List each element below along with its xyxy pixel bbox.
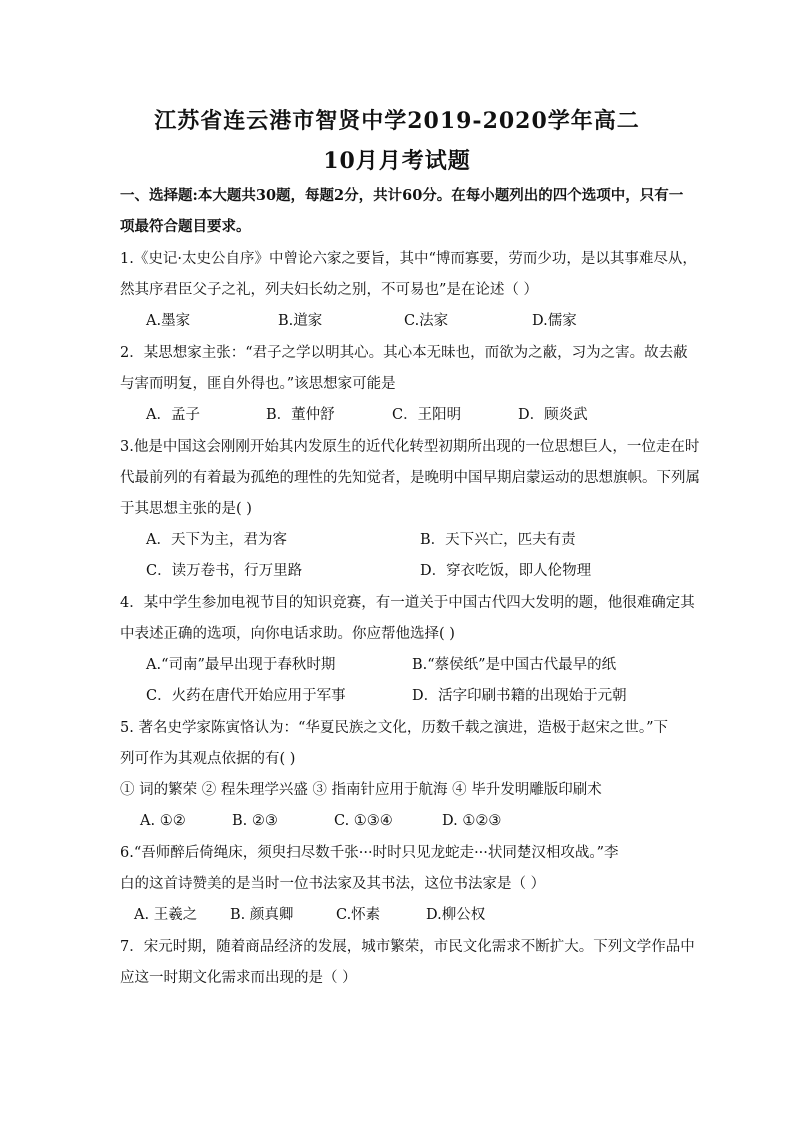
question-5-items: ① 词的繁荣 ② 程朱理学兴盛 ③ 指南针应用于航海 ④ 毕升发明雕版印刷术 [120, 782, 602, 798]
question-6-option-a: A. 王羲之 [134, 907, 198, 923]
question-1-line1: 1.《史记·太史公自序》中曾论六家之要旨，其中“博而寡要，劳而少功，是以其事难尽从， [120, 251, 697, 267]
question-4-option-a: A.“司南”最早出现于春秋时期 [146, 657, 336, 673]
question-5-option-d: D. ①②③ [442, 813, 502, 829]
question-5-line1: 5. 著名史学家陈寅恪认为：“华夏民族之文化，历数千载之演进，造极于赵宋之世。”下 [120, 720, 669, 736]
question-2-line1: 2．某思想家主张：“君子之学以明其心。其心本无昧也，而欲为之蔽，习为之害。故去蔽 [120, 345, 688, 361]
question-6-option-b: B. 颜真卿 [230, 907, 294, 923]
question-6-option-d: D.柳公权 [426, 907, 486, 923]
question-5-line2: 列可作为其观点依据的有( ) [120, 751, 296, 767]
question-2-options [0, 405, 794, 425]
question-4-line1: 4．某中学生参加电视节目的知识竞赛，有一道关于中国古代四大发明的题，他很难确定其 [120, 595, 695, 611]
question-7-line1: 7．宋元时期，随着商品经济的发展，城市繁荣，市民文化需求不断扩大。下列文学作品中 [120, 939, 695, 955]
question-1-line2: 然其序君臣父子之礼，列夫妇长幼之别，不可易也”是在论述（ ） [120, 282, 539, 298]
question-5-option-b: B. ②③ [232, 813, 278, 829]
question-2-option-b: B．董仲舒 [266, 407, 335, 423]
question-4-option-c: C．火药在唐代开始应用于军事 [146, 688, 346, 704]
question-5-option-c: C. ①③④ [334, 813, 393, 829]
question-4-option-b: B.“蔡侯纸”是中国古代最早的纸 [412, 657, 617, 673]
question-3-options-row2 [0, 561, 794, 581]
question-3-option-d: D．穿衣吃饭，即人伦物理 [420, 563, 592, 579]
section-instructions-line1: 一、选择题:本大题共30题，每题2分，共计60分。在每小题列出的四个选项中，只有一 [120, 187, 684, 204]
question-3-line1: 3.他是中国这会刚刚开始其内发原生的近代化转型初期所出现的一位思想巨人，一位走在时 [120, 439, 700, 455]
question-2-option-d: D．顾炎武 [518, 407, 588, 423]
question-6-option-c: C.怀素 [336, 907, 381, 923]
question-3-option-a: A．天下为主，君为客 [146, 532, 287, 548]
question-4-line2: 中表述正确的选项，向你电话求助。你应帮他选择( ) [120, 626, 455, 642]
question-6-options [0, 905, 794, 925]
question-3-option-b: B．天下兴亡，匹夫有责 [420, 532, 576, 548]
question-2-option-c: C．王阳明 [392, 407, 462, 423]
question-5-option-a: A. ①② [140, 813, 186, 829]
question-6-line1: 6.“吾师醉后倚绳床，须臾扫尽数千张···时时只见龙蛇走···状同楚汉相攻战。”李 [120, 845, 619, 861]
question-3-option-c: C．读万卷书，行万里路 [146, 563, 303, 579]
question-1-option-b: B.道家 [278, 313, 323, 329]
question-7-line2: 应这一时期文化需求而出现的是（ ） [120, 970, 357, 986]
question-4-option-d: D．活字印刷书籍的出现始于元朝 [412, 688, 627, 704]
question-3-line2: 代最前列的有着最为孤绝的理性的先知觉者，是晚明中国早期启蒙运动的思想旗帜。下列属 [120, 470, 700, 486]
exam-title: 江苏省连云港市智贤中学2019-2020学年高二 [154, 108, 640, 134]
question-3-options-row1 [0, 530, 794, 550]
question-3-line3: 于其思想主张的是( ) [120, 501, 252, 517]
question-2-line2: 与害而明复，匪自外得也。”该思想家可能是 [120, 376, 396, 392]
question-1-option-c: C.法家 [404, 313, 449, 329]
question-1-option-a: A.墨家 [146, 313, 191, 329]
question-2-option-a: A．孟子 [146, 407, 200, 423]
question-1-options [0, 311, 794, 331]
question-4-options-row1 [0, 655, 794, 675]
question-6-line2: 白的这首诗赞美的是当时一位书法家及其书法，这位书法家是（ ） [120, 876, 546, 892]
section-instructions-line2: 项最符合题目要求。 [120, 218, 251, 235]
question-5-options [0, 811, 794, 831]
question-4-options-row2 [0, 686, 794, 706]
exam-subtitle: 10月月考试题 [323, 148, 471, 174]
question-1-option-d: D.儒家 [532, 313, 577, 329]
